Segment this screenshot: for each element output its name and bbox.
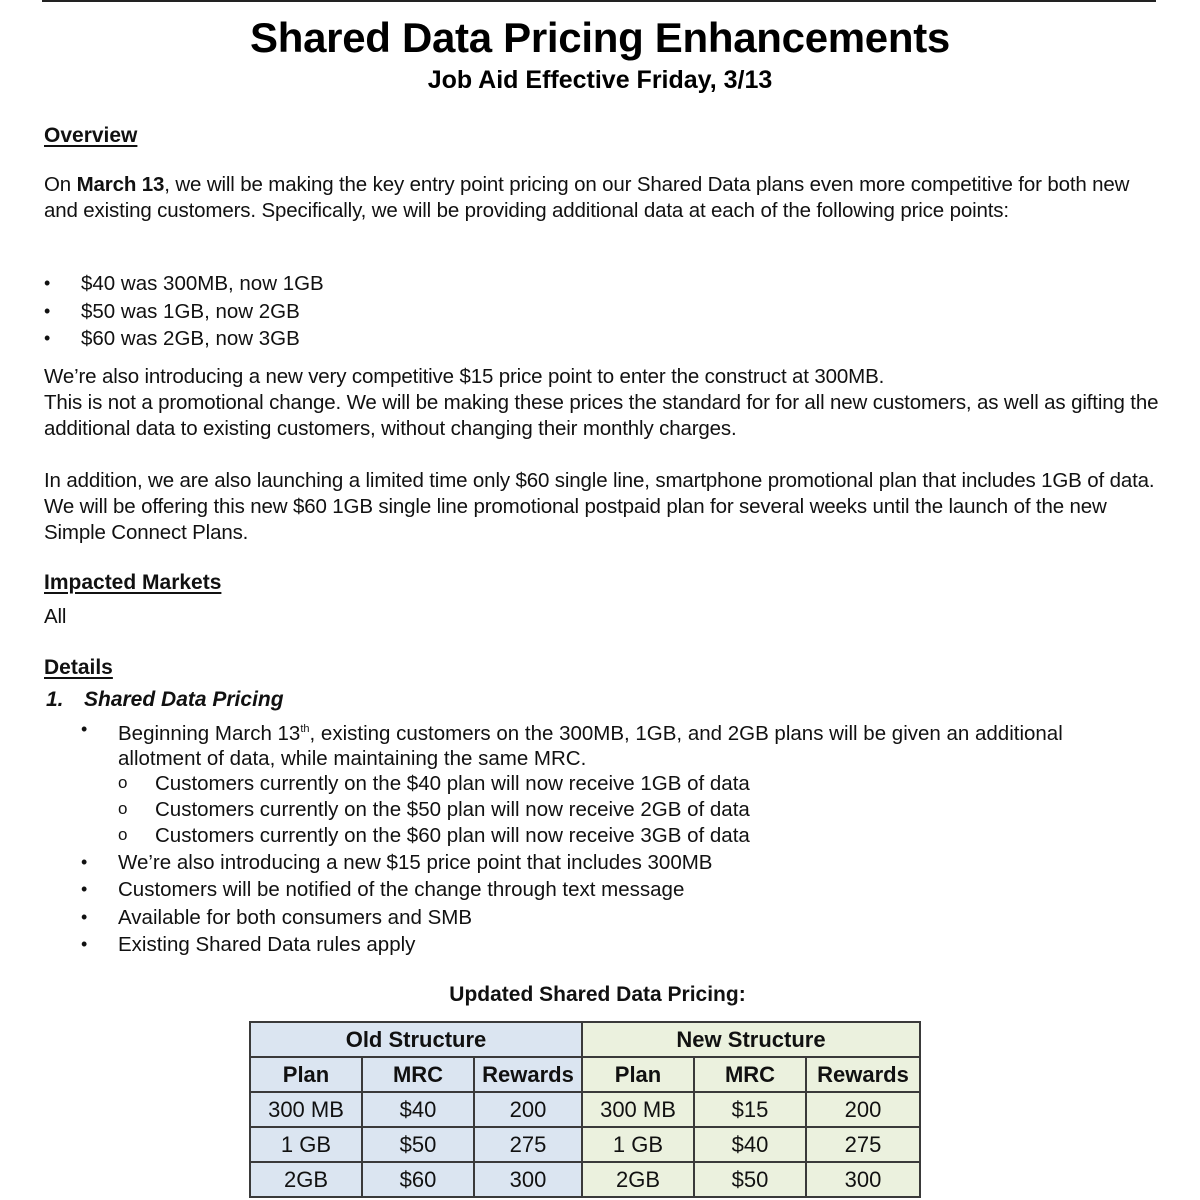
table-cell: $60 [362,1162,474,1197]
page-title: Shared Data Pricing Enhancements [250,14,950,61]
column-header: Rewards [806,1057,920,1092]
table-row [250,1127,920,1162]
table-cell: 1 GB [582,1127,694,1162]
top-rule [42,0,1156,2]
table-cell: 2GB [582,1162,694,1197]
bullet1-text-rest: , existing customers on the 300MB, 1GB, and 2GB plans will be given an additional allotment of data, while maintaining the same MRC. [118,721,1063,770]
column-header: Plan [582,1057,694,1092]
table-cell: 2GB [250,1162,362,1197]
overview-paragraph-3: In addition, we are also launching a limited time only $60 single line, smartphone promotional plan that includes 1GB of data. We will be offering this new $60 1GB single line promotional postpaid plan for several weeks until the launch of the new Simple Connect Plans. [44,469,1155,544]
overview-intro [44,172,1159,224]
price-points-list [44,270,944,353]
intro-text: On [44,173,77,196]
column-header: MRC [362,1057,474,1092]
column-header: Rewards [474,1057,582,1092]
table-cell: 200 [474,1092,582,1127]
section-title: Shared Data Pricing [84,688,284,711]
list-item: • $50 was 1GB, now 2GB [44,298,944,326]
new-structure-header: New Structure [582,1022,920,1057]
details-section-title [46,688,284,712]
table-cell: 300 MB [250,1092,362,1127]
table-row [250,1162,920,1197]
table-cell: $40 [362,1092,474,1127]
list-item: • We’re also introducing a new $15 price point that includes 300MB [81,849,1081,877]
table-caption: Updated Shared Data Pricing: [449,983,746,1006]
bullet1-sup: th [300,723,310,735]
details-list [81,717,1081,959]
sub-list-item: o Customers currently on the $50 plan will now receive 2GB of data [118,797,1081,823]
table-cell: $15 [694,1092,806,1127]
table-cell: 1 GB [250,1127,362,1162]
list-item: • $60 was 2GB, now 3GB [44,325,944,353]
pricing-table [249,1021,921,1198]
page-subtitle: Job Aid Effective Friday, 3/13 [427,66,773,94]
table-row [250,1092,920,1127]
impacted-markets-heading: Impacted Markets [44,571,222,594]
impacted-markets-value: All [44,605,67,628]
table-header-row [250,1057,920,1092]
list-item: • $40 was 300MB, now 1GB [44,270,944,298]
para2-line1: We’re also introducing a new very competitive $15 price point to enter the construct at 300MB. [44,365,885,388]
intro-text-rest: , we will be making the key entry point pricing on our Shared Data plans even more competitive for both new and existing customers. Specifically, we will be providing additional data at each of the following price points: [44,173,1130,222]
column-header: MRC [694,1057,806,1092]
table-cell: 300 [806,1162,920,1197]
list-item: • Available for both consumers and SMB [81,904,1081,932]
table-cell: 300 MB [582,1092,694,1127]
table-cell: 300 [474,1162,582,1197]
sub-list-item: o Customers currently on the $40 plan will now receive 1GB of data [118,771,1081,797]
column-header: Plan [250,1057,362,1092]
overview-heading: Overview [44,124,138,147]
table-cell: $40 [694,1127,806,1162]
section-number: 1. [46,688,64,711]
sub-list-item: o Customers currently on the $60 plan will now receive 3GB of data [118,823,1081,849]
table-cell: 275 [474,1127,582,1162]
old-structure-header: Old Structure [250,1022,582,1057]
list-item: • Existing Shared Data rules apply [81,931,1081,959]
table-cell: $50 [362,1127,474,1162]
table-cell: 200 [806,1092,920,1127]
table-group-header-row [250,1022,920,1057]
list-item: • Customers will be notified of the change through text message [81,876,1081,904]
details-heading: Details [44,656,113,679]
overview-paragraph-2 [44,364,1159,442]
bullet1-text: Beginning March 13 [118,721,301,745]
para2-line2: This is not a promotional change. We will be making these prices the standard for for all new customers, as well as gifting the additional data to existing customers, without changing their monthly charges. [44,391,1159,440]
intro-date: March 13 [76,173,165,196]
list-item [81,717,1081,771]
table-cell: $50 [694,1162,806,1197]
table-cell: 275 [806,1127,920,1162]
